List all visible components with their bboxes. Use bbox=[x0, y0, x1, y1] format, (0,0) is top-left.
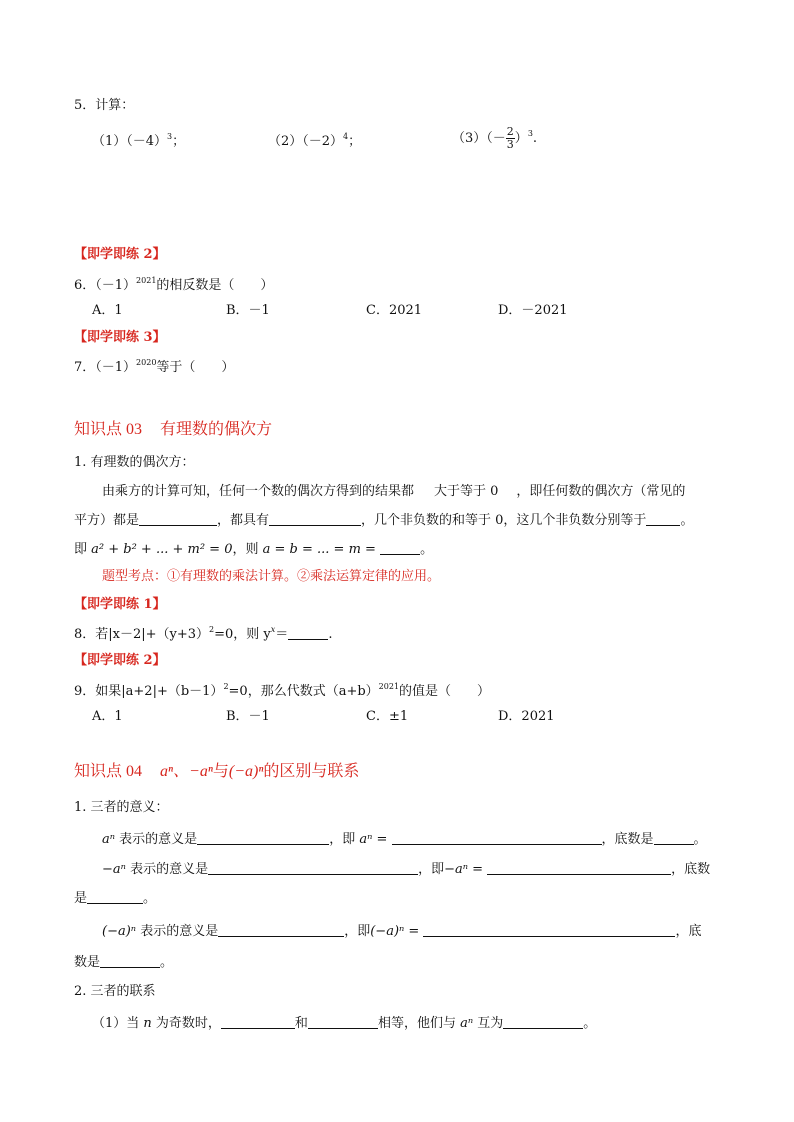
practice-heading: 【即学即练 3】 bbox=[74, 330, 166, 345]
q5-part2: $(2)(-2)^4$； bbox=[268, 132, 362, 149]
blank-field bbox=[423, 924, 675, 937]
section-heading-kp04: 知识点 04 aⁿ、−aⁿ与(−a)ⁿ的区别与联系 bbox=[74, 761, 360, 780]
practice-heading: 【即学即练 2】 bbox=[74, 247, 166, 262]
q9-option-c: C．±1 bbox=[366, 709, 409, 724]
q6-option-b: B．－1 bbox=[226, 303, 270, 318]
kp03-note: 题型考点：①有理数的乘法计算。②乘法运算定律的应用。 bbox=[102, 569, 441, 584]
equation: a = b = ... = m = bbox=[262, 542, 376, 557]
blank-field bbox=[380, 542, 420, 555]
blank-field bbox=[100, 955, 160, 968]
q9-option-b: B．－1 bbox=[226, 709, 270, 724]
q9-stem: 9．如果$|a+2|+(b-1)^2=0$，那么代数式$(a+b)^{2021}$的值是（ ） bbox=[74, 682, 491, 699]
blank-field bbox=[218, 924, 344, 937]
kp04-line3: (−a)ⁿ 表示的意义是 ，即(−a)ⁿ = ，底 bbox=[102, 924, 702, 939]
blank-field bbox=[392, 832, 602, 845]
blank-field bbox=[288, 627, 328, 640]
blank-field bbox=[87, 891, 143, 904]
equation: a² + b² + ... + m² = 0 bbox=[91, 542, 233, 557]
kp03-line1: 由乘方的计算可知，任何一个数的偶次方得到的结果都 大于等于 0 ，即任何数的偶次方（常见的 bbox=[102, 484, 686, 499]
kp03-line2: 平方）都是 ，都具有 ，几个非负数的和等于 0，这几个非负数分别等于 。 bbox=[74, 513, 694, 528]
fraction-two-thirds: $\frac{2}{3}$ bbox=[506, 125, 514, 152]
q5-label: 5．计算： bbox=[74, 98, 135, 113]
practice-heading: 【即学即练 2】 bbox=[74, 653, 166, 668]
q6-option-a: A．1 bbox=[92, 303, 123, 318]
blank-field bbox=[269, 513, 361, 526]
blank-field bbox=[646, 513, 680, 526]
q9-option-d: D．2021 bbox=[498, 709, 555, 724]
kp04-line2: −aⁿ 表示的意义是 ，即−aⁿ = ，底数 bbox=[102, 862, 711, 877]
q6-option-d: D．－2021 bbox=[498, 303, 568, 318]
q5-part1: $(1)(-4)^3$； bbox=[92, 132, 186, 149]
kp04-line2b: 是 。 bbox=[74, 891, 157, 906]
blank-field bbox=[503, 1016, 583, 1029]
kp04-line1: aⁿ 表示的意义是 ，即 aⁿ = ，底数是 。 bbox=[102, 832, 707, 847]
kp03-subheading: 1. 有理数的偶次方： bbox=[74, 455, 195, 470]
q6-option-c: C．2021 bbox=[366, 303, 423, 318]
q5-part3: （3）（－ $\frac{2}{3}$ ）$^3$. bbox=[452, 125, 538, 152]
kp04-subheading-2: 2. 三者的联系 bbox=[74, 984, 156, 999]
blank-field bbox=[208, 862, 418, 875]
practice-heading: 【即学即练 1】 bbox=[74, 597, 166, 612]
blank-field bbox=[654, 832, 694, 845]
blank-field bbox=[221, 1016, 295, 1029]
section-heading-kp03: 知识点 03 有理数的偶次方 bbox=[74, 419, 273, 438]
blank-field bbox=[308, 1016, 378, 1029]
q7-stem: 7．$(-1)^{2020}$等于（ ） bbox=[74, 358, 235, 375]
blank-field bbox=[197, 832, 329, 845]
kp04-line3b: 数是 。 bbox=[74, 955, 174, 970]
kp04-line4: （1）当 n 为奇数时， 和 相等，他们与 aⁿ 互为 。 bbox=[92, 1016, 597, 1031]
blank-field bbox=[487, 862, 671, 875]
q6-stem: 6．$(-1)^{2021}$的相反数是（ ） bbox=[74, 276, 274, 293]
kp04-subheading: 1. 三者的意义： bbox=[74, 800, 169, 815]
blank-field bbox=[139, 513, 217, 526]
kp03-line3: 即 a² + b² + ... + m² = 0，则 a = b = ... = m = 。 bbox=[74, 542, 434, 557]
q8-stem: 8．若$|x-2|+(y+3)^2=0$，则 $y^x=$ . bbox=[74, 625, 333, 642]
q9-option-a: A．1 bbox=[92, 709, 123, 724]
